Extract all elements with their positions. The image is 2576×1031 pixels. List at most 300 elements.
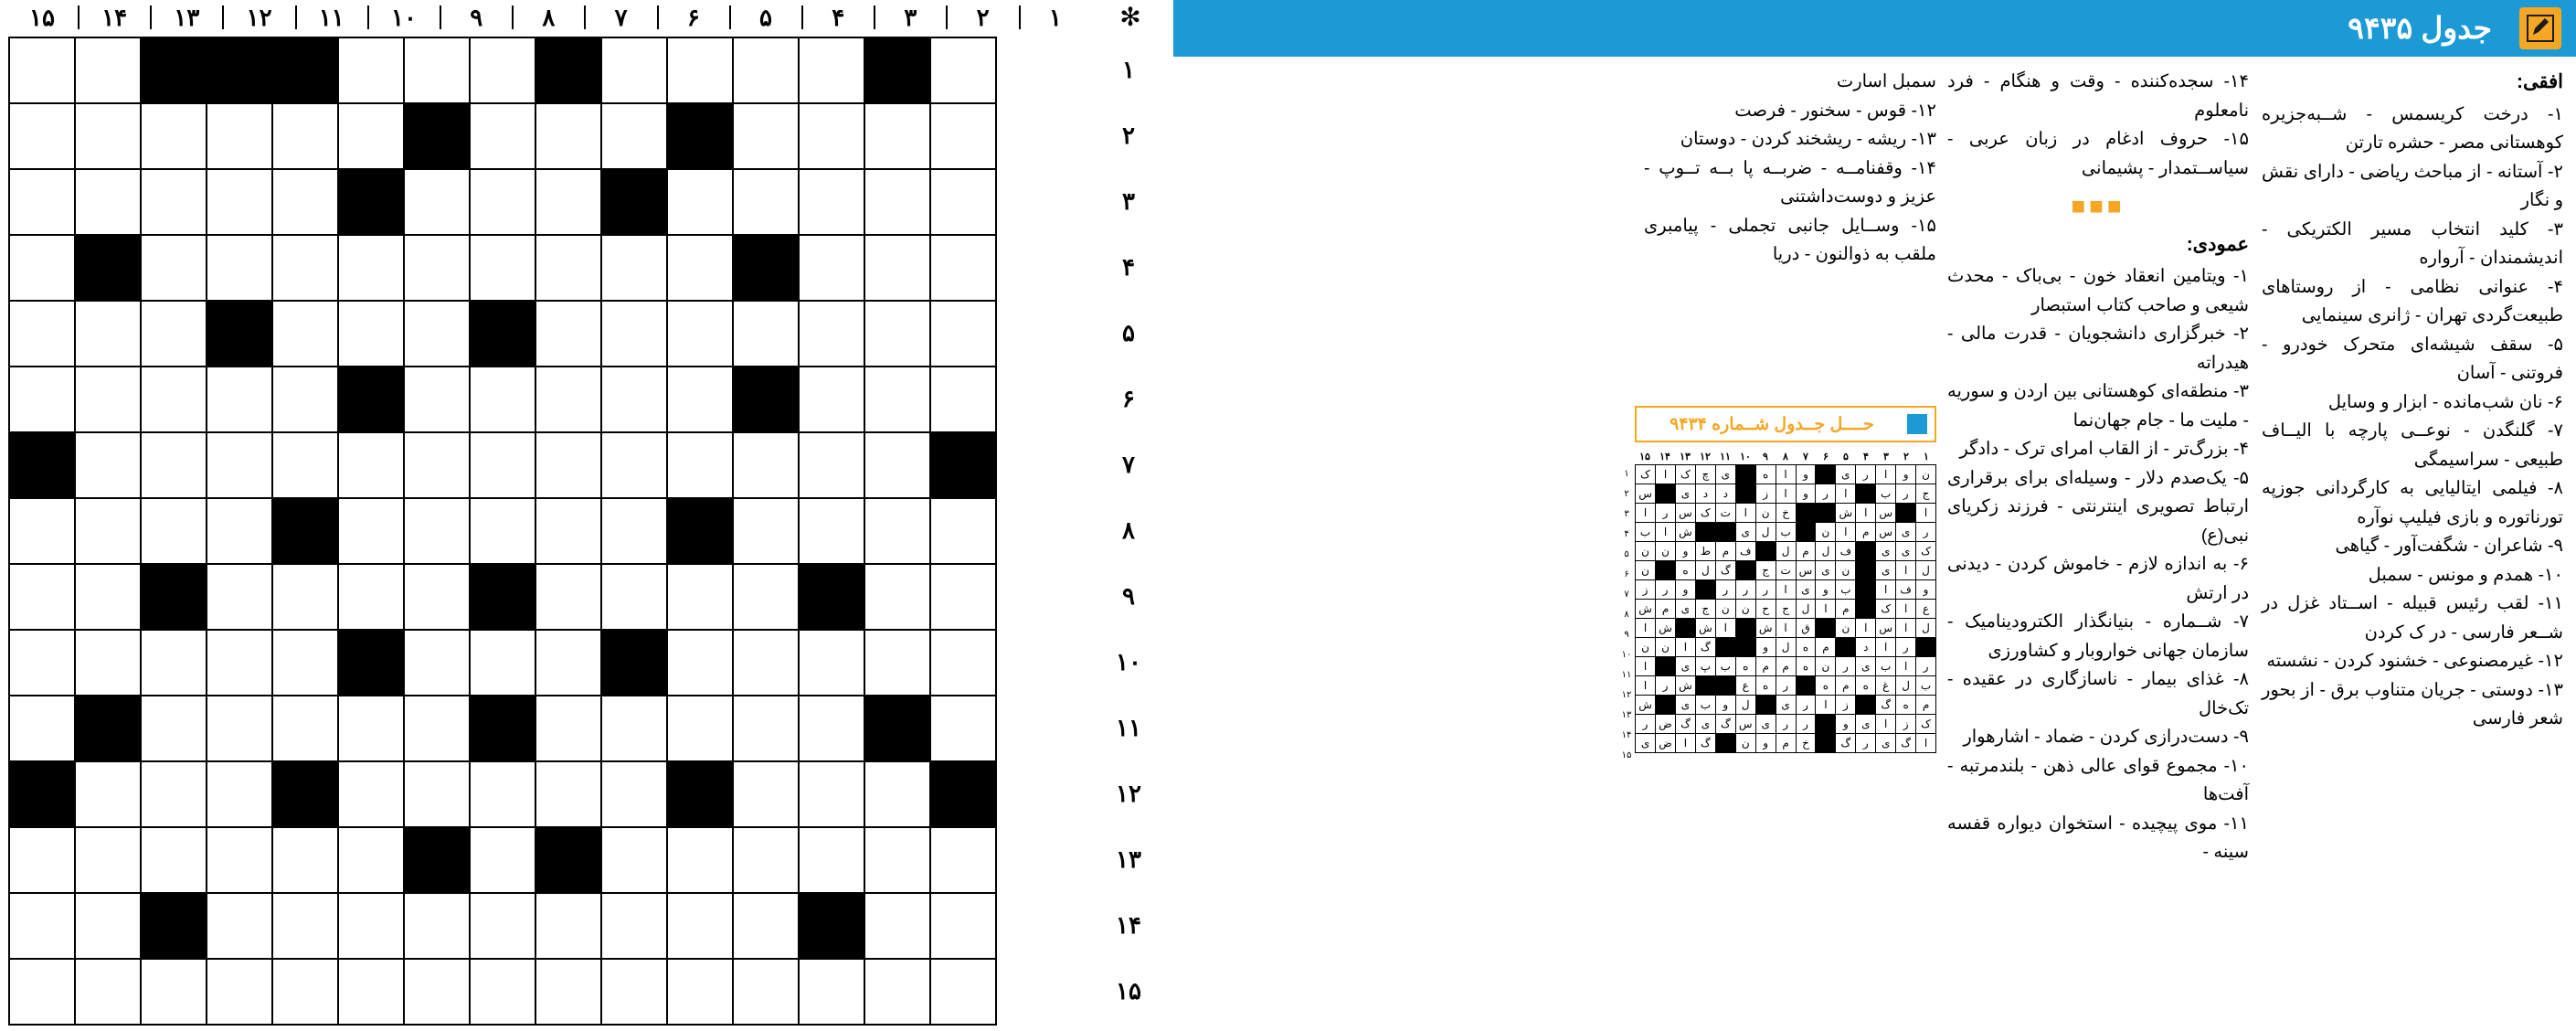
grid-cell[interactable] [141,169,207,235]
grid-cell[interactable] [470,827,535,893]
grid-cell[interactable] [733,103,799,169]
grid-cell[interactable] [338,235,404,301]
solution-cell: ن [1735,734,1755,753]
grid-cell[interactable] [75,827,141,893]
grid-column-number: ۱۳ [174,4,200,31]
grid-cell[interactable] [272,235,338,301]
grid-cell[interactable] [733,893,799,959]
grid-cell[interactable] [535,169,601,235]
grid-cell[interactable] [799,367,864,432]
grid-cell[interactable] [667,37,733,103]
grid-cell[interactable] [470,235,535,301]
solution-cell: ک [1876,600,1896,619]
pencil-square-icon[interactable] [2519,7,2561,49]
grid-cell[interactable] [404,696,470,761]
grid-cell[interactable] [141,827,207,893]
grid-cell[interactable] [470,103,535,169]
solution-cell: ح [1755,600,1776,619]
grid-cell[interactable] [733,564,799,630]
solution-cell: ی [1776,696,1796,715]
grid-cell[interactable] [207,235,272,301]
grid-cell[interactable] [9,959,75,1025]
solution-cell: م [1715,542,1735,561]
grid-cell[interactable] [141,432,207,498]
grid-cell[interactable] [601,498,667,564]
grid-cell[interactable] [404,959,470,1025]
grid-cell[interactable] [404,432,470,498]
grid-cell[interactable] [207,761,272,827]
grid-cell[interactable] [207,696,272,761]
grid-cell[interactable] [864,630,930,696]
solution-column-number: ۱۳ [1680,452,1691,462]
solution-cell: ن [1636,542,1656,561]
grid-column-number: ۴ [832,4,845,31]
grid-cell[interactable] [864,103,930,169]
solution-cell-blocked [1856,484,1876,504]
grid-cell[interactable] [272,367,338,432]
grid-cell[interactable] [799,498,864,564]
solution-cell: س [1796,561,1816,580]
solution-cell-blocked [1695,580,1715,600]
grid-cell[interactable] [864,432,930,498]
grid-cell[interactable] [930,103,996,169]
grid-cell[interactable] [338,301,404,367]
grid-column-number: ۲ [976,4,990,31]
grid-cell[interactable] [75,893,141,959]
grid-cell[interactable] [9,893,75,959]
grid-cell[interactable] [667,893,733,959]
grid-cell[interactable] [601,827,667,893]
grid-cell[interactable] [75,432,141,498]
grid-row [9,37,996,103]
crossword-grid[interactable] [8,37,997,1026]
grid-cell[interactable] [9,564,75,630]
solution-cell: ا [1876,715,1896,734]
grid-column-number: ۵ [759,4,772,31]
grid-cell[interactable] [799,761,864,827]
grid-row [9,367,996,432]
grid-cell[interactable] [141,367,207,432]
grid-cell[interactable] [535,367,601,432]
grid-cell[interactable] [733,827,799,893]
grid-column-number: ۷ [614,4,628,31]
grid-cell[interactable] [272,696,338,761]
grid-cell[interactable] [864,893,930,959]
grid-cell[interactable] [470,893,535,959]
grid-cell[interactable] [930,630,996,696]
grid-cell[interactable] [470,367,535,432]
solution-cell: م [1656,600,1676,619]
grid-cell[interactable] [535,432,601,498]
solution-cell: ی [1836,465,1856,484]
grid-cell[interactable] [9,827,75,893]
grid-cell[interactable] [667,235,733,301]
grid-cell[interactable] [601,564,667,630]
grid-cell[interactable] [75,367,141,432]
grid-cell[interactable] [338,959,404,1025]
grid-row-number: ۲ [1122,122,1135,149]
solution-cell: ا [1636,504,1656,523]
solution-cell: ا [1656,523,1676,542]
solution-cell-blocked [1816,504,1836,523]
grid-cell[interactable] [601,761,667,827]
grid-cell[interactable] [864,564,930,630]
grid-cell[interactable] [338,893,404,959]
grid-cell[interactable] [272,103,338,169]
solution-row [1636,676,1936,696]
grid-cell[interactable] [404,235,470,301]
grid-cell[interactable] [799,630,864,696]
solution-row [1636,561,1936,580]
grid-row-number: ۱۳ [1116,845,1141,873]
across-clue: ۸- فیلمی ایتالیایی به کارگردانی جوزپه تورناتوره و بازی فیلیپ نوآره [2262,478,2563,527]
grid-cell[interactable] [207,827,272,893]
solution-cell: م [1836,676,1856,696]
grid-cell-blocked [535,827,601,893]
grid-cell[interactable] [9,301,75,367]
solution-cell: ش [1695,619,1715,638]
solution-cell: ف [1896,580,1916,600]
solution-cell: م [1755,657,1776,676]
solution-cell: ی [1676,484,1696,504]
grid-column-number: ۱۱ [318,4,345,31]
grid-cell[interactable] [404,367,470,432]
solution-row [1636,734,1936,753]
grid-cell[interactable] [207,630,272,696]
grid-cell[interactable] [9,367,75,432]
grid-header-separator [150,5,152,29]
grid-cell[interactable] [601,893,667,959]
grid-cell[interactable] [535,761,601,827]
grid-cell[interactable] [535,498,601,564]
solution-cell: د [1695,484,1715,504]
grid-cell[interactable] [9,498,75,564]
grid-cell[interactable] [207,169,272,235]
solution-cell: گ [1695,734,1715,753]
solution-cell: ی [1876,734,1896,753]
grid-cell[interactable] [864,235,930,301]
solution-cell: ک [1916,715,1936,734]
grid-cell[interactable] [404,761,470,827]
grid-cell[interactable] [667,696,733,761]
grid-cell[interactable] [207,564,272,630]
grid-cell[interactable] [141,696,207,761]
grid-cell[interactable] [404,301,470,367]
grid-cell[interactable] [667,959,733,1025]
solution-row [1636,580,1936,600]
grid-cell[interactable] [141,498,207,564]
grid-cell[interactable] [141,959,207,1025]
grid-cell[interactable] [930,301,996,367]
grid-cell[interactable] [535,696,601,761]
grid-cell[interactable] [667,432,733,498]
down-clue: ۱۵- وســایل جانبی تجملی - پیامبری ملقب به ذوالنون - دریا [1644,215,1936,264]
grid-cell[interactable] [470,498,535,564]
grid-cell[interactable] [207,959,272,1025]
grid-cell[interactable] [75,630,141,696]
grid-cell[interactable] [75,959,141,1025]
grid-cell[interactable] [404,630,470,696]
grid-cell[interactable] [470,37,535,103]
grid-cell[interactable] [930,235,996,301]
grid-cell[interactable] [535,564,601,630]
grid-cell[interactable] [799,103,864,169]
grid-cell[interactable] [864,301,930,367]
grid-cell[interactable] [141,235,207,301]
solution-cell-blocked [1816,465,1836,484]
grid-cell[interactable] [799,827,864,893]
grid-cell[interactable] [733,761,799,827]
grid-cell[interactable] [930,959,996,1025]
solution-cell: س [1676,504,1696,523]
grid-row [9,630,996,696]
solution-cell: و [1715,696,1735,715]
solution-cell: م [1776,734,1796,753]
solution-cell: ه [1755,676,1776,696]
grid-cell[interactable] [799,169,864,235]
grid-cell[interactable] [667,169,733,235]
grid-cell[interactable] [667,367,733,432]
grid-cell[interactable] [141,761,207,827]
grid-cell[interactable] [930,696,996,761]
grid-cell[interactable] [733,498,799,564]
grid-cell[interactable] [470,169,535,235]
grid-cell[interactable] [470,959,535,1025]
grid-cell[interactable] [799,959,864,1025]
solution-cell: ی [1695,715,1715,734]
grid-cell[interactable] [9,235,75,301]
grid-cell[interactable] [601,367,667,432]
grid-cell[interactable] [207,893,272,959]
grid-cell[interactable] [207,367,272,432]
grid-cell[interactable] [864,959,930,1025]
grid-cell[interactable] [733,301,799,367]
solution-cell: و [1755,638,1776,657]
grid-cell[interactable] [733,169,799,235]
grid-cell[interactable] [799,432,864,498]
down-clue: ۱۳- ریشه - ریشخند کردن - دوستان [1680,129,1936,149]
grid-cell[interactable] [601,432,667,498]
grid-cell[interactable] [338,696,404,761]
grid-cell[interactable] [272,959,338,1025]
across-clue: ۱۴- سجده‌کننده - وقت و هنگام - فرد نامعلوم [1947,71,2249,121]
grid-cell[interactable] [535,103,601,169]
solution-cell: ر [1715,580,1735,600]
grid-cell[interactable] [75,564,141,630]
grid-cell-blocked [404,103,470,169]
grid-cell[interactable] [9,169,75,235]
grid-cell[interactable] [470,432,535,498]
grid-cell[interactable] [338,827,404,893]
solution-cell: گ [1695,638,1715,657]
grid-column-number: ۹ [470,4,483,31]
solution-row-number: ۱۲ [1621,690,1632,700]
grid-cell[interactable] [667,630,733,696]
solution-column-numbers [1635,450,1936,464]
grid-cell[interactable] [338,498,404,564]
solution-cell: ج [1755,561,1776,580]
grid-cell[interactable] [470,761,535,827]
solution-cell: ا [1876,638,1896,657]
solution-cell: ن [1636,561,1656,580]
grid-cell[interactable] [799,235,864,301]
grid-cell[interactable] [733,432,799,498]
grid-cell[interactable] [667,827,733,893]
grid-cell[interactable] [338,432,404,498]
solution-cell: ل [1916,619,1936,638]
grid-cell[interactable] [601,235,667,301]
grid-row [9,301,996,367]
grid-cell[interactable] [733,37,799,103]
solution-header [1635,406,1936,442]
page-title: جدول ۹۴۳۵ [2348,11,2492,45]
grid-cell[interactable] [404,37,470,103]
solution-cell: ک [1676,465,1696,484]
solution-cell: ت [1776,561,1796,580]
grid-header-separator [584,5,586,29]
solution-row-number: ۵ [1624,549,1629,559]
grid-row-number: ۱ [1122,56,1135,83]
down-clue: ۹- دست‌درازی کردن - ضماد - اشارهوار [1963,727,2249,747]
grid-cell[interactable] [733,630,799,696]
grid-cell[interactable] [601,37,667,103]
grid-cell[interactable] [667,301,733,367]
grid-cell[interactable] [9,37,75,103]
grid-cell[interactable] [404,564,470,630]
grid-cell[interactable] [535,893,601,959]
solution-row-numbers [1620,464,1633,766]
solution-cell: د [1715,484,1735,504]
grid-cell[interactable] [272,630,338,696]
grid-cell[interactable] [601,959,667,1025]
star-icon: ✻ [1119,3,1141,31]
solution-cell: ا [1856,504,1876,523]
solution-cell: ه [1755,465,1776,484]
solution-cell: ج [1916,484,1936,504]
grid-cell[interactable] [338,37,404,103]
solution-cell: ا [1836,523,1856,542]
solution-cell: ش [1656,619,1676,638]
grid-cell[interactable] [535,630,601,696]
grid-cell[interactable] [272,301,338,367]
solution-cell-blocked [1656,696,1676,715]
grid-cell-blocked [9,432,75,498]
grid-cell[interactable] [9,630,75,696]
grid-cell[interactable] [338,761,404,827]
grid-cell[interactable] [930,893,996,959]
grid-cell[interactable] [535,235,601,301]
grid-cell[interactable] [207,103,272,169]
grid-cell[interactable] [404,498,470,564]
grid-cell[interactable] [207,432,272,498]
solution-cell: ل [1896,676,1916,696]
grid-cell[interactable] [930,169,996,235]
grid-cell[interactable] [930,564,996,630]
grid-cell[interactable] [75,37,141,103]
grid-cell[interactable] [864,367,930,432]
solution-cell-blocked [1735,484,1755,504]
grid-cell[interactable] [75,103,141,169]
solution-cell: ی [1735,523,1755,542]
solution-cell: ر [1735,580,1755,600]
grid-cell[interactable] [75,498,141,564]
grid-cell[interactable] [601,696,667,761]
grid-cell[interactable] [272,169,338,235]
solution-row [1636,484,1936,504]
grid-cell[interactable] [141,630,207,696]
solution-cell: س [1636,484,1656,504]
solution-cell: گ [1715,715,1735,734]
grid-cell[interactable] [338,103,404,169]
grid-cell-blocked [733,367,799,432]
grid-cell[interactable] [141,103,207,169]
grid-cell[interactable] [930,367,996,432]
grid-cell[interactable] [930,498,996,564]
across-clue: ۱۲- غیرمصنوعی - خشنود کردن - نشسته [2266,651,2563,671]
grid-cell[interactable] [930,37,996,103]
grid-cell[interactable] [75,169,141,235]
grid-cell[interactable] [535,301,601,367]
grid-cell[interactable] [864,169,930,235]
grid-cell[interactable] [864,827,930,893]
solution-cell: گ [1876,696,1896,715]
grid-cell[interactable] [799,37,864,103]
grid-cell[interactable] [799,301,864,367]
grid-cell[interactable] [535,959,601,1025]
across-clues-column [2262,68,2563,734]
solution-cell: ب [1776,523,1796,542]
solution-cell: ب [1876,484,1896,504]
solution-grid [1635,464,1936,753]
solution-cell: ن [1715,600,1735,619]
solution-row [1636,600,1936,619]
solution-cell: ب [1876,657,1896,676]
grid-cell[interactable] [601,103,667,169]
grid-cell[interactable] [272,893,338,959]
solution-cell: ا [1816,600,1836,619]
grid-cell-blocked [470,696,535,761]
grid-cell[interactable] [75,301,141,367]
grid-cell[interactable] [733,959,799,1025]
grid-cell[interactable] [338,564,404,630]
grid-cell[interactable] [272,432,338,498]
grid-cell[interactable] [9,103,75,169]
grid-cell[interactable] [864,761,930,827]
grid-cell[interactable] [864,498,930,564]
grid-cell[interactable] [272,827,338,893]
grid-cell[interactable] [470,630,535,696]
grid-cell[interactable] [141,301,207,367]
solution-cell: ز [1896,715,1916,734]
grid-cell[interactable] [799,696,864,761]
clues-left-column [1644,68,1936,270]
solution-cell-blocked [1735,638,1755,657]
grid-cell[interactable] [601,301,667,367]
grid-cell[interactable] [75,761,141,827]
grid-header-separator [78,5,80,29]
grid-cell[interactable] [404,169,470,235]
grid-cell[interactable] [272,564,338,630]
solution-row-number: ۱۳ [1621,710,1632,720]
across-clue: ۱۵- حروف ادغام در زبان عربی - سیاســتمدار - پشیمانی [1947,129,2249,178]
grid-cell[interactable] [930,827,996,893]
solution-cell: ز [1636,580,1656,600]
grid-cell[interactable] [9,696,75,761]
grid-cell[interactable] [207,498,272,564]
grid-cell[interactable] [404,893,470,959]
grid-cell[interactable] [667,564,733,630]
grid-cell[interactable] [733,696,799,761]
